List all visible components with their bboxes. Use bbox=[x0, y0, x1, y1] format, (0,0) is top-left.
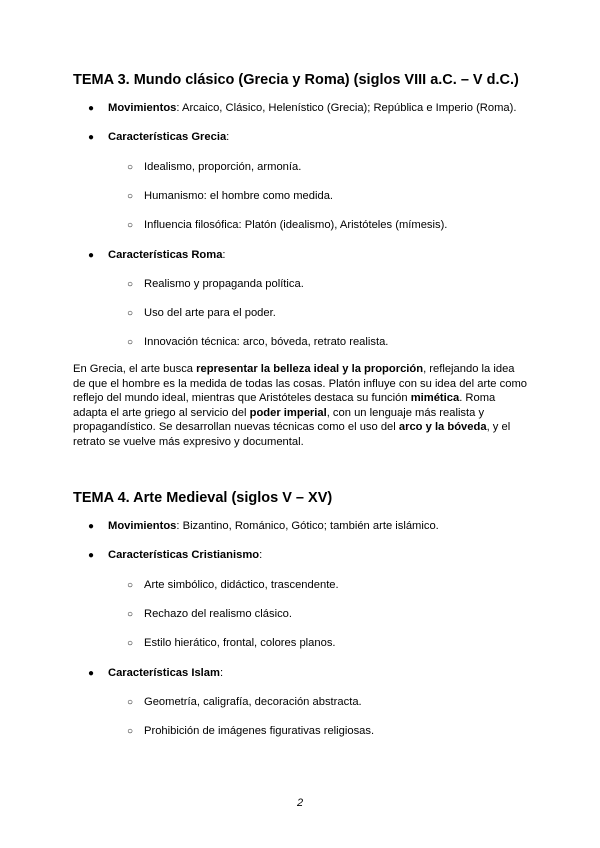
tema4-movimientos bbox=[88, 520, 439, 532]
list-item: ○ Arte simbólico, didáctico, trascendente. bbox=[127, 579, 339, 591]
list-item: ○ Uso del arte para el poder. bbox=[127, 307, 276, 319]
bullet-icon: ● bbox=[88, 550, 95, 561]
bullet-icon: ● bbox=[88, 103, 95, 114]
list-item: ○ Innovación técnica: arco, bóveda, retrato realista. bbox=[127, 336, 389, 348]
list-item: ○ Geometría, caligrafía, decoración abstracta. bbox=[127, 696, 362, 708]
bullet-icon: ● bbox=[88, 521, 95, 532]
page-number: 2 bbox=[296, 797, 304, 809]
sub-bullet-icon: ○ bbox=[127, 726, 134, 737]
tema3-title: TEMA 3. Mundo clásico (Grecia y Roma) (siglos VIII a.C. – V d.C.) bbox=[73, 72, 519, 88]
tema3-movimientos bbox=[88, 102, 516, 114]
tema3-roma-heading bbox=[88, 249, 226, 261]
movimientos-text: : Bizantino, Románico, Gótico; también arte islámico. bbox=[176, 520, 439, 532]
roma-suffix: : bbox=[222, 249, 226, 261]
list-item: ○ Idealismo, proporción, armonía. bbox=[127, 161, 302, 173]
sub-bullet-icon: ○ bbox=[127, 191, 134, 202]
islam-label: Características Islam bbox=[108, 667, 220, 679]
sub-bullet-icon: ○ bbox=[127, 162, 134, 173]
list-item: ○ Rechazo del realismo clásico. bbox=[127, 608, 292, 620]
tema3-summary-paragraph: En Grecia, el arte busca representar la belleza ideal y la proporción, reflejando la idea de que el hombre es la medida de todas las cosas. Platón influye con su idea del arte como reflejo del mundo ideal, mientras que Aristóteles destaca su función mimética. Roma adapta el arte griego al servicio del poder imperial, con un lenguaje más realista y propagandístico. Se desarrollan nuevas técnicas como el uso del arco y la bóveda, y el retrato se vuelve más expresivo y documental. bbox=[73, 363, 527, 448]
islam-suffix: : bbox=[219, 667, 224, 679]
grecia-suffix: : bbox=[226, 131, 230, 143]
sub-bullet-icon: ○ bbox=[127, 308, 134, 319]
cristianismo-suffix: : bbox=[259, 549, 263, 561]
list-item: ○ Humanismo: el hombre como medida. bbox=[127, 190, 334, 202]
bullet-icon: ● bbox=[88, 668, 95, 679]
tema4-cristianismo-heading bbox=[88, 549, 262, 561]
list-item: ○ Realismo y propaganda política. bbox=[127, 278, 304, 290]
sub-bullet-icon: ○ bbox=[127, 337, 134, 348]
sub-bullet-icon: ○ bbox=[127, 697, 134, 708]
tema3-grecia-heading bbox=[88, 131, 229, 143]
movimientos-text: : Arcaico, Clásico, Helenístico (Grecia); República e Imperio (Roma). bbox=[176, 102, 517, 114]
list-item: ○ Estilo hierático, frontal, colores planos. bbox=[127, 637, 336, 649]
roma-label: Características Roma bbox=[108, 249, 223, 261]
bullet-icon: ● bbox=[88, 250, 95, 261]
list-item: ○ Prohibición de imágenes figurativas religiosas. bbox=[127, 725, 375, 737]
movimientos-label: Movimientos bbox=[108, 520, 177, 532]
movimientos-label: Movimientos bbox=[108, 102, 177, 114]
cristianismo-label: Características Cristianismo bbox=[108, 549, 260, 561]
sub-bullet-icon: ○ bbox=[127, 638, 134, 649]
list-item: ○ Influencia filosófica: Platón (idealismo), Aristóteles (mímesis). bbox=[127, 219, 448, 231]
tema4-title: TEMA 4. Arte Medieval (siglos V – XV) bbox=[73, 490, 333, 506]
sub-bullet-icon: ○ bbox=[127, 220, 134, 231]
sub-bullet-icon: ○ bbox=[127, 279, 134, 290]
sub-bullet-icon: ○ bbox=[127, 580, 134, 591]
sub-bullet-icon: ○ bbox=[127, 609, 134, 620]
bullet-icon: ● bbox=[88, 132, 95, 143]
tema4-islam-heading bbox=[88, 667, 223, 679]
grecia-label: Características Grecia bbox=[108, 131, 227, 143]
